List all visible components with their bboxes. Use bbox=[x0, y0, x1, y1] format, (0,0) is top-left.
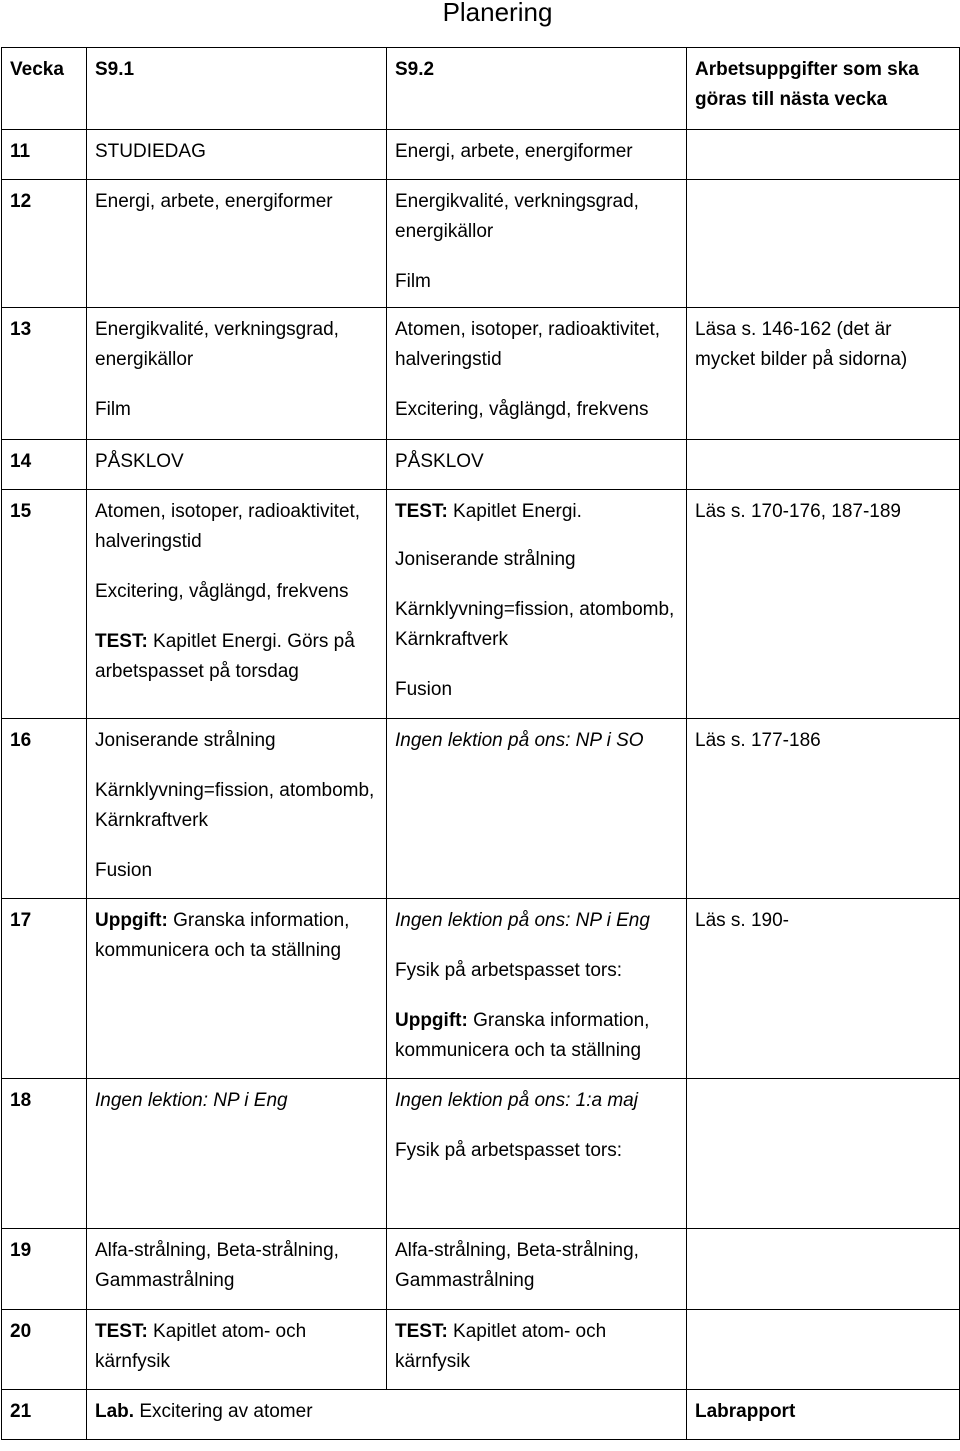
task-text: Granska information, kommunicera och ta ställning bbox=[395, 1010, 650, 1061]
s91-topic: Kärnklyvning=fission, atombomb, Kärnkraftverk bbox=[95, 780, 375, 831]
week-row-20 bbox=[2, 1310, 960, 1390]
s92-topic: Energikvalité, verkningsgrad, energikällor bbox=[395, 191, 639, 242]
s92-topic: Fusion bbox=[395, 679, 453, 700]
header-s91: S9.1 bbox=[87, 48, 387, 130]
tasks-cell bbox=[687, 1310, 960, 1390]
tasks-cell bbox=[687, 1229, 960, 1310]
s92-topic: Joniserande strålning bbox=[395, 549, 576, 570]
week-number: 15 bbox=[2, 490, 87, 719]
s91-topic: Film bbox=[95, 399, 131, 420]
week-number: 13 bbox=[2, 308, 87, 440]
week-row-14 bbox=[2, 440, 960, 490]
test-text: Kapitlet Energi. Görs på arbetspasset på torsdag bbox=[95, 631, 355, 682]
s91-cell bbox=[87, 308, 387, 440]
s91-cell: PÅSKLOV bbox=[87, 440, 387, 490]
s92-task bbox=[395, 1006, 678, 1066]
tasks-cell: Läs s. 190- bbox=[687, 899, 960, 1079]
s92-cell: Energi, arbete, energiformer bbox=[387, 130, 687, 180]
header-tasks: Arbetsuppgifter som ska göras till nästa vecka bbox=[687, 48, 960, 130]
s91-cell: Energi, arbete, energiformer bbox=[87, 180, 387, 308]
s91-test bbox=[95, 627, 378, 687]
s91-task bbox=[95, 906, 378, 966]
s92-cell bbox=[387, 180, 687, 308]
s91-cell bbox=[87, 1310, 387, 1390]
week-row-18 bbox=[2, 1079, 960, 1229]
s91-cell: STUDIEDAG bbox=[87, 130, 387, 180]
s91-topic: Atomen, isotoper, radioaktivitet, halveringstid bbox=[95, 501, 361, 552]
s92-cell: PÅSKLOV bbox=[387, 440, 687, 490]
week-row-11 bbox=[2, 130, 960, 180]
tasks-cell: Läs s. 177-186 bbox=[687, 719, 960, 899]
s92-cell bbox=[387, 1310, 687, 1390]
week-number: 17 bbox=[2, 899, 87, 1079]
s92-test bbox=[395, 497, 678, 527]
week-number: 16 bbox=[2, 719, 87, 899]
s91-cell: Ingen lektion: NP i Eng bbox=[87, 1079, 387, 1229]
s91-topic: Joniserande strålning bbox=[95, 730, 276, 751]
week-row-16 bbox=[2, 719, 960, 899]
week-row-13 bbox=[2, 308, 960, 440]
header-row bbox=[2, 48, 960, 130]
s92-topic: Excitering, våglängd, frekvens bbox=[395, 399, 649, 420]
week-number: 18 bbox=[2, 1079, 87, 1229]
s91-cell: Alfa-strålning, Beta-strålning, Gammastrålning bbox=[87, 1229, 387, 1310]
tasks-cell: Läs s. 170-176, 187-189 bbox=[687, 490, 960, 719]
test-text: Kapitlet Energi. bbox=[447, 501, 582, 522]
week-row-17 bbox=[2, 899, 960, 1079]
week-number: 11 bbox=[2, 130, 87, 180]
test-text: Kapitlet atom- och kärnfysik bbox=[395, 1321, 607, 1372]
s92-cell bbox=[387, 899, 687, 1079]
week-number: 14 bbox=[2, 440, 87, 490]
test-label: TEST: bbox=[395, 501, 448, 522]
lab-text: Excitering av atomer bbox=[134, 1401, 313, 1422]
s92-note: Fysik på arbetspasset tors: bbox=[395, 1140, 623, 1161]
tasks-cell bbox=[687, 180, 960, 308]
s92-topic: Kärnklyvning=fission, atombomb, Kärnkraftverk bbox=[395, 599, 675, 650]
s92-topic: Atomen, isotoper, radioaktivitet, halveringstid bbox=[395, 319, 661, 370]
tasks-cell: Labrapport bbox=[687, 1390, 960, 1440]
week-number: 20 bbox=[2, 1310, 87, 1390]
s92-cell: Ingen lektion på ons: NP i SO bbox=[387, 719, 687, 899]
s91-topic: Fusion bbox=[95, 860, 153, 881]
s92-cell: Alfa-strålning, Beta-strålning, Gammastrålning bbox=[387, 1229, 687, 1310]
s91-cell bbox=[87, 899, 387, 1079]
header-s92: S9.2 bbox=[387, 48, 687, 130]
test-label: TEST: bbox=[95, 1321, 148, 1342]
s91-topic: Excitering, våglängd, frekvens bbox=[95, 581, 349, 602]
page-title: Planering bbox=[442, 0, 553, 27]
week-number: 12 bbox=[2, 180, 87, 308]
task-label: Uppgift: bbox=[95, 910, 168, 931]
s92-note: Fysik på arbetspasset tors: bbox=[395, 960, 623, 981]
tasks-cell bbox=[687, 130, 960, 180]
week-row-12 bbox=[2, 180, 960, 308]
s91-topic: Energikvalité, verkningsgrad, energikällor bbox=[95, 319, 339, 370]
s92-cell bbox=[387, 490, 687, 719]
week-number: 21 bbox=[2, 1390, 87, 1440]
test-label: TEST: bbox=[95, 631, 148, 652]
tasks-cell bbox=[687, 440, 960, 490]
test-label: TEST: bbox=[395, 1321, 448, 1342]
tasks-cell: Läsa s. 146-162 (det är mycket bilder på sidorna) bbox=[687, 308, 960, 440]
tasks-cell bbox=[687, 1079, 960, 1229]
task-label: Uppgift: bbox=[395, 1010, 468, 1031]
lab-label: Lab. bbox=[95, 1401, 135, 1422]
s91-cell bbox=[87, 719, 387, 899]
week-row-15 bbox=[2, 490, 960, 719]
week-row-21 bbox=[2, 1390, 960, 1440]
s92-topic: Film bbox=[395, 271, 431, 292]
header-week: Vecka bbox=[2, 48, 87, 130]
s92-cell bbox=[387, 308, 687, 440]
s92-note: Ingen lektion på ons: 1:a maj bbox=[395, 1090, 638, 1111]
s91-cell bbox=[87, 1390, 687, 1440]
task-text: Granska information, kommunicera och ta ställning bbox=[95, 910, 350, 961]
s92-cell bbox=[387, 1079, 687, 1229]
planning-table bbox=[1, 47, 960, 1440]
week-row-19 bbox=[2, 1229, 960, 1310]
test-text: Kapitlet atom- och kärnfysik bbox=[95, 1321, 307, 1372]
s92-note: Ingen lektion på ons: NP i Eng bbox=[395, 910, 650, 931]
week-number: 19 bbox=[2, 1229, 87, 1310]
s91-cell bbox=[87, 490, 387, 719]
